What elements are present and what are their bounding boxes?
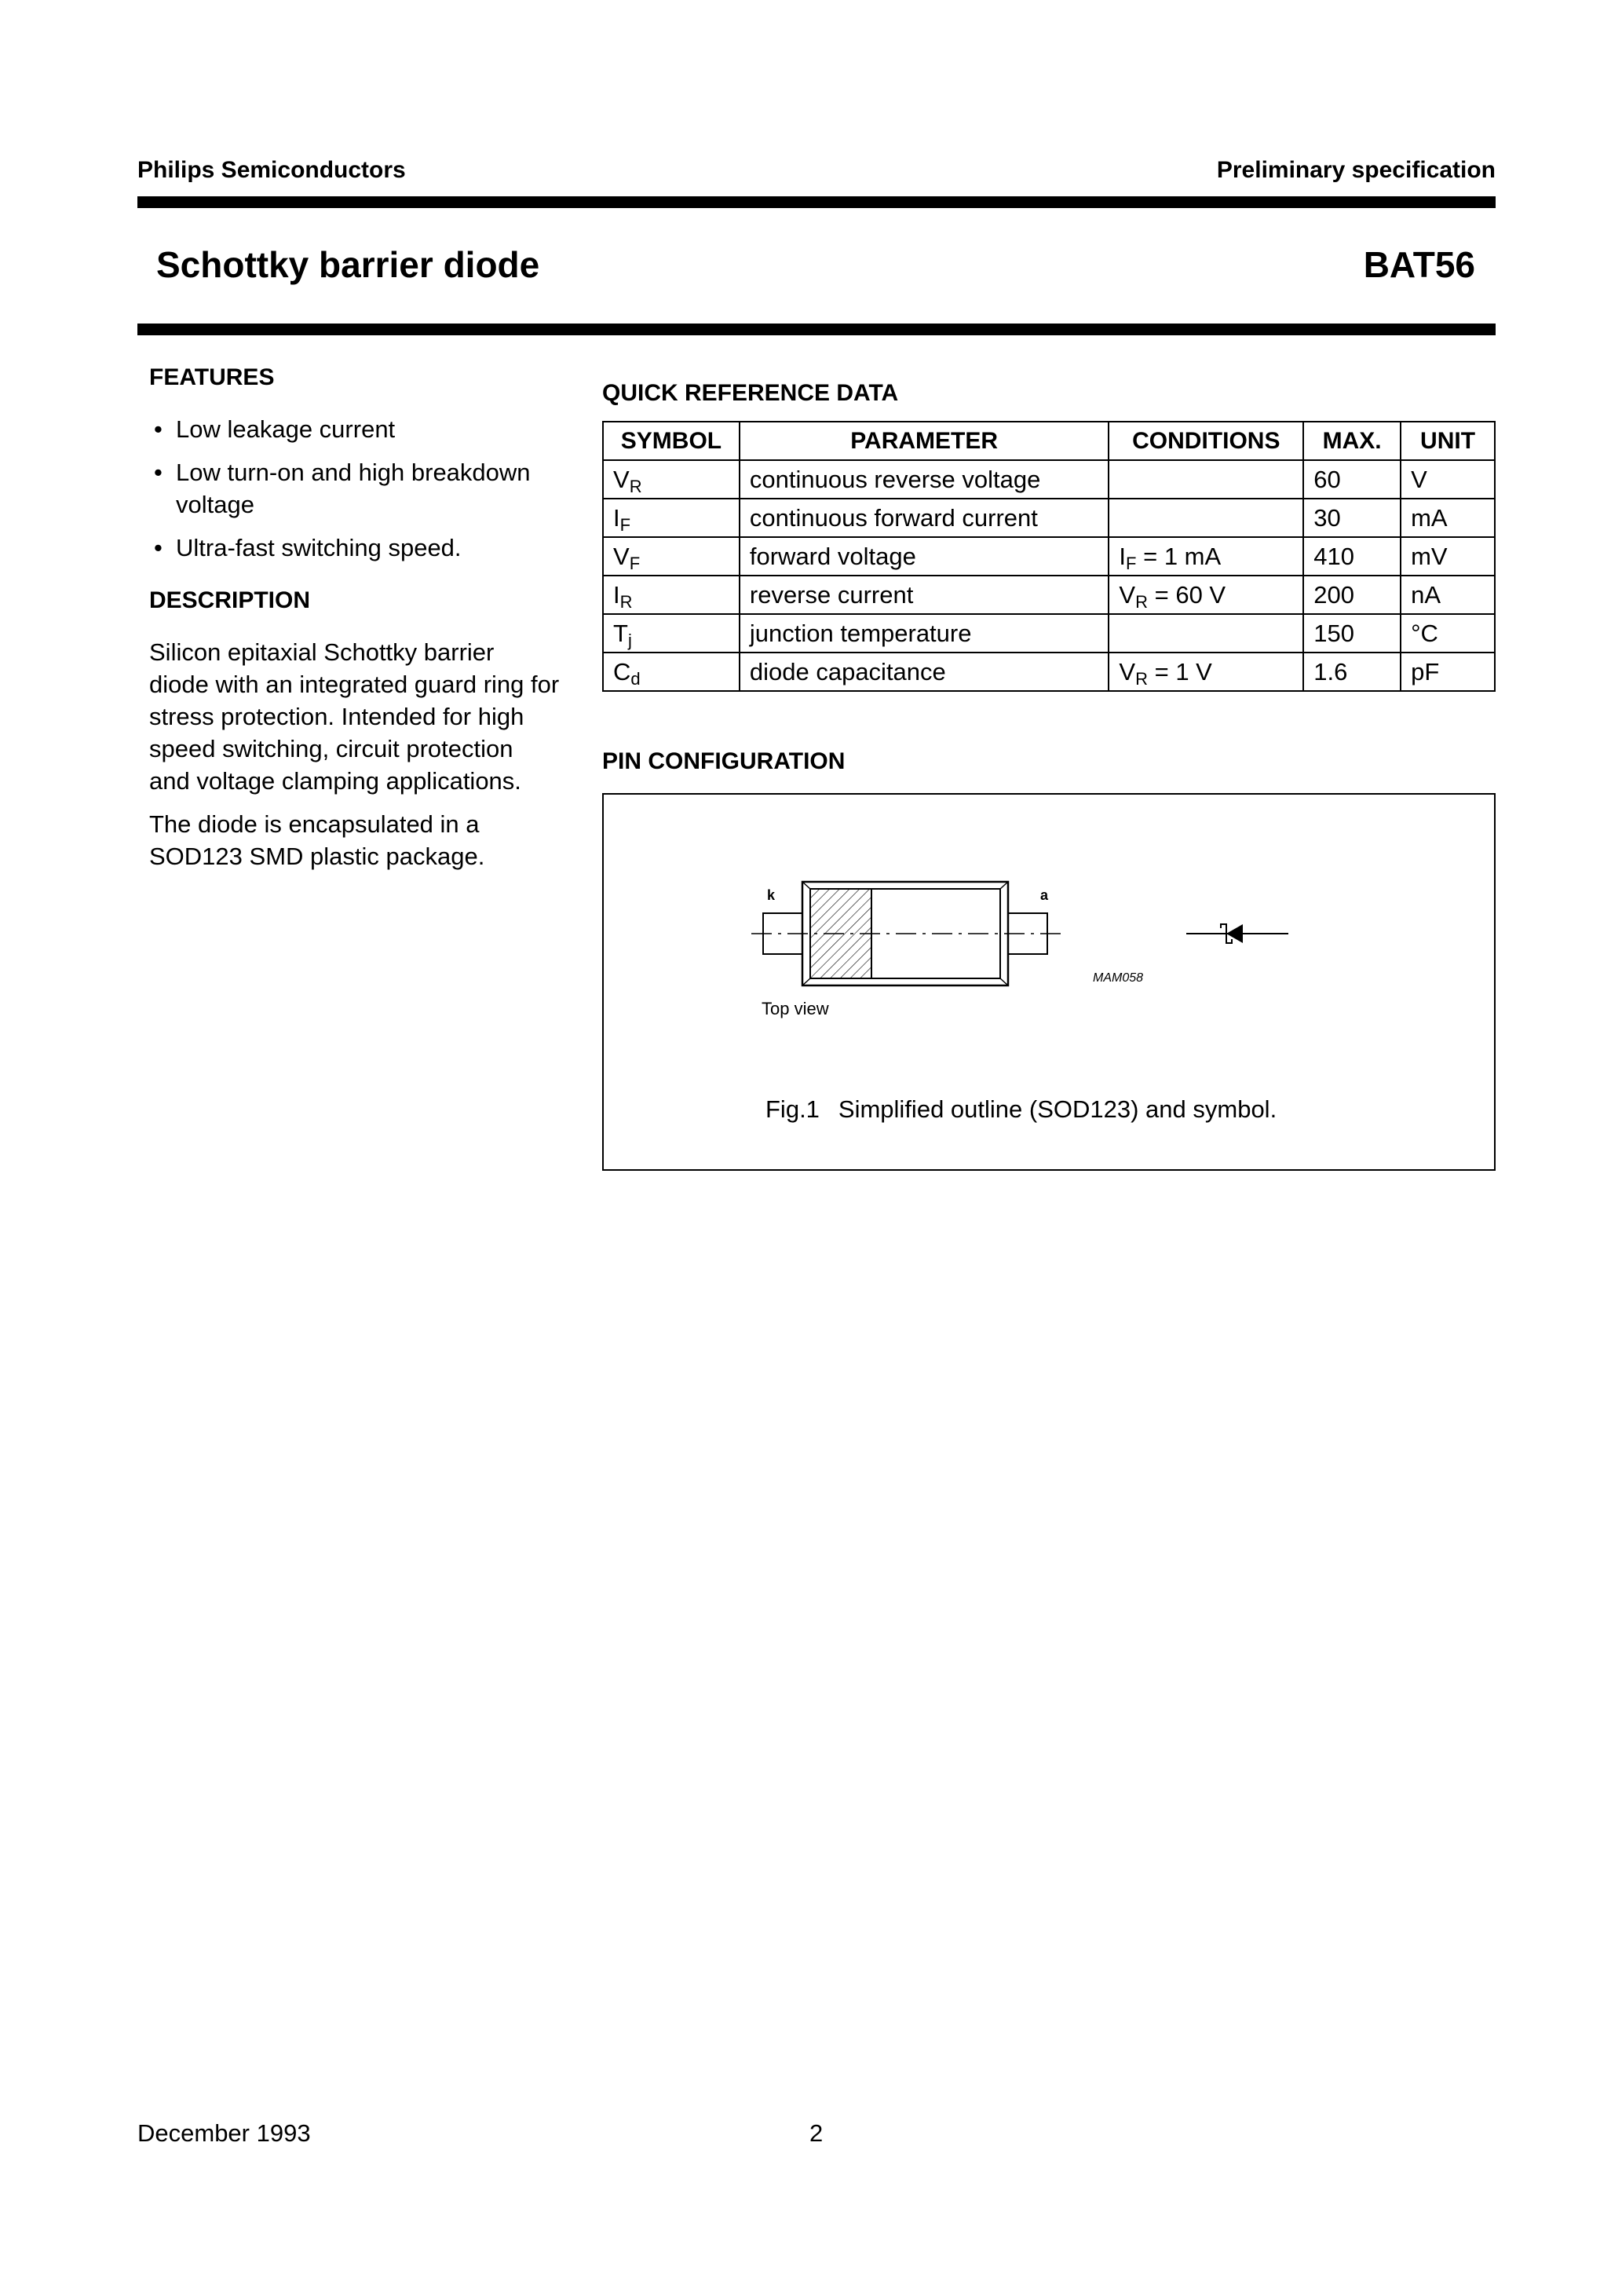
description-paragraph-1 <box>149 636 581 797</box>
cathode-label: k <box>767 887 776 903</box>
parameter-cell: junction temperature <box>740 614 1109 653</box>
anode-label: a <box>1040 887 1049 903</box>
text-line: SOD123 SMD plastic package. <box>149 843 485 870</box>
parameter-cell: continuous forward current <box>740 499 1109 537</box>
description-heading: DESCRIPTION <box>149 587 311 613</box>
conditions-cell <box>1109 499 1303 537</box>
table-row <box>603 653 1495 691</box>
text-line: and voltage clamping applications. <box>149 767 521 795</box>
figure-caption-text: Simplified outline (SOD123) and symbol. <box>838 1095 1277 1123</box>
text-line: stress protection. Intended for high <box>149 703 524 730</box>
document-status: Preliminary specification <box>1216 157 1496 183</box>
quick-reference-table <box>602 421 1496 692</box>
max-cell: 60 <box>1303 460 1401 499</box>
text-line: speed switching, circuit protection <box>149 735 513 762</box>
unit-cell: °C <box>1401 614 1495 653</box>
figure-caption <box>765 1095 1277 1124</box>
top-view-label: Top view <box>762 999 829 1018</box>
table-header-row <box>603 422 1495 460</box>
diode-triangle <box>1226 924 1243 943</box>
features-heading: FEATURES <box>149 364 275 390</box>
table-row <box>603 537 1495 576</box>
bullet-icon: • <box>154 534 163 561</box>
feature-text: Ultra-fast switching speed. <box>176 534 462 561</box>
company-name: Philips Semiconductors <box>137 157 406 183</box>
qrd-heading: QUICK REFERENCE DATA <box>602 380 899 406</box>
symbol-cell: $I_F$ <box>603 499 740 537</box>
footer-date: December 1993 <box>137 2119 311 2147</box>
text-line: Silicon epitaxial Schottky barrier <box>149 638 495 666</box>
max-cell: 30 <box>1303 499 1401 537</box>
figure-box <box>602 793 1496 1171</box>
text-line: The diode is encapsulated in a <box>149 810 480 838</box>
conditions-cell: $I_F = 1$ mA <box>1109 537 1303 576</box>
figure-number: Fig.1 <box>765 1095 820 1123</box>
symbol-cell: $I_R$ <box>603 576 740 614</box>
max-cell: 200 <box>1303 576 1401 614</box>
list-item <box>149 413 581 445</box>
feature-text: Low turn-on and high breakdown <box>176 459 531 486</box>
max-cell: 410 <box>1303 537 1401 576</box>
bullet-icon: • <box>154 459 163 486</box>
symbol-cell: $C_d$ <box>603 653 740 691</box>
features-list <box>149 413 581 564</box>
table-row <box>603 499 1495 537</box>
table-row <box>603 460 1495 499</box>
max-cell: 150 <box>1303 614 1401 653</box>
column-header: MAX. <box>1303 422 1401 460</box>
symbol-cell: $V_F$ <box>603 537 740 576</box>
table-row <box>603 576 1495 614</box>
list-item <box>149 532 581 564</box>
column-header: CONDITIONS <box>1109 422 1303 460</box>
feature-text-cont: voltage <box>176 491 254 518</box>
unit-cell: mV <box>1401 537 1495 576</box>
list-item <box>149 456 581 521</box>
text-line: diode with an integrated guard ring for <box>149 671 560 698</box>
conditions-cell <box>1109 614 1303 653</box>
column-header: UNIT <box>1401 422 1495 460</box>
left-column <box>149 364 581 883</box>
table-row <box>603 614 1495 653</box>
bullet-icon: • <box>154 415 163 443</box>
unit-cell: pF <box>1401 653 1495 691</box>
header-rule-bottom <box>137 324 1496 335</box>
page-number: 2 <box>809 2119 824 2147</box>
description-paragraph-2 <box>149 808 581 872</box>
parameter-cell: reverse current <box>740 576 1109 614</box>
conditions-cell <box>1109 460 1303 499</box>
part-number: BAT56 <box>1363 244 1475 285</box>
header-rule-top <box>137 196 1496 208</box>
parameter-cell: forward voltage <box>740 537 1109 576</box>
max-cell: 1.6 <box>1303 653 1401 691</box>
conditions-cell: $V_R = 60$ V <box>1109 576 1303 614</box>
unit-cell: mA <box>1401 499 1495 537</box>
column-header: SYMBOL <box>603 422 740 460</box>
page-title: Schottky barrier diode <box>156 244 540 285</box>
feature-text: Low leakage current <box>176 415 396 443</box>
parameter-cell: continuous reverse voltage <box>740 460 1109 499</box>
unit-cell: nA <box>1401 576 1495 614</box>
conditions-cell: $V_R = 1$ V <box>1109 653 1303 691</box>
drawing-code: MAM058 <box>1093 971 1144 985</box>
pin-config-heading: PIN CONFIGURATION <box>602 748 846 774</box>
parameter-cell: diode capacitance <box>740 653 1109 691</box>
symbol-cell: $V_R$ <box>603 460 740 499</box>
symbol-cell: $T_j$ <box>603 614 740 653</box>
unit-cell: V <box>1401 460 1495 499</box>
column-header: PARAMETER <box>740 422 1109 460</box>
